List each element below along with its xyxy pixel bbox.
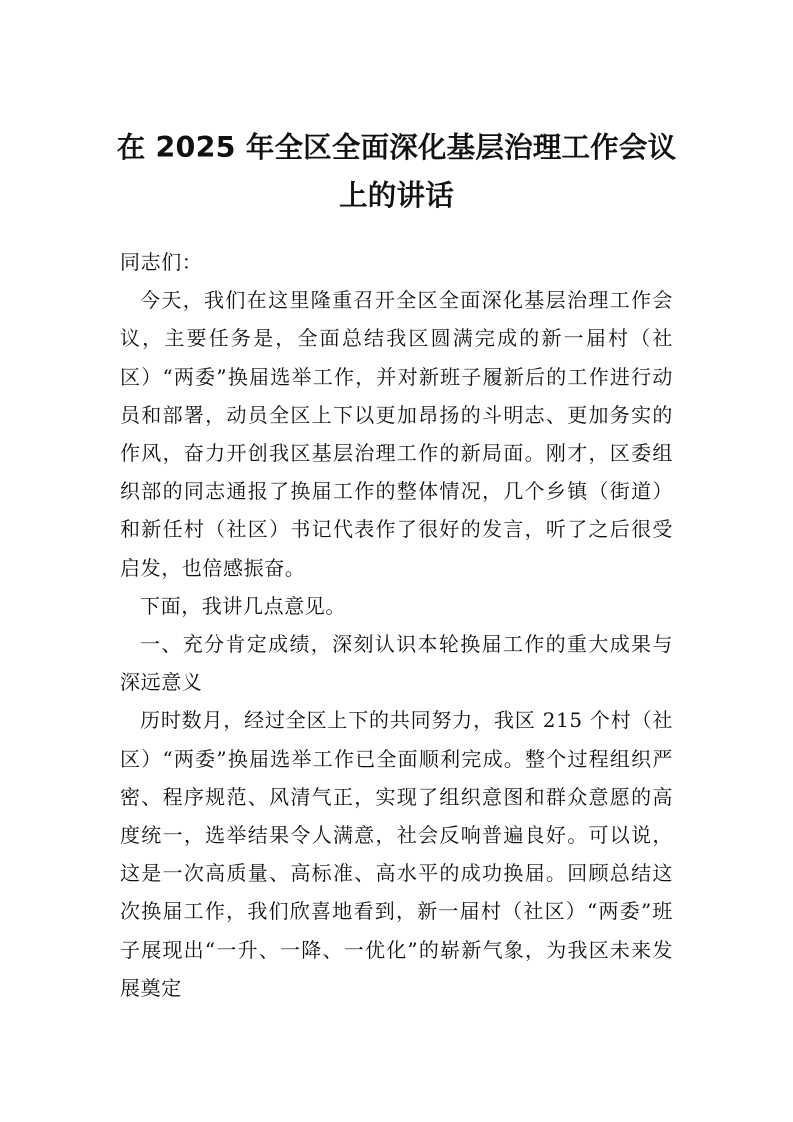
title-line-1: 在 2025 年全区全面深化基层治理工作会议 [116, 131, 677, 164]
document-title [110, 124, 683, 220]
section-heading-1: 一、充分肯定成绩，深刻认识本轮换届工作的重大成果与深远意义 [120, 632, 673, 695]
speech-body [120, 243, 673, 1007]
paragraph-section-1: 历时数月，经过全区上下的共同努力，我区 215 个村（社区）“两委”换届选举工作已全面顺利完成。整个过程组织严密、程序规范、风清气正，实现了组织意图和群众意愿的高度统一，选举结果令人满意，社会反响普遍良好。可以说，这是一次高质量、高标准、高水平的成功换届。回顾总结这次换届工作，我们欣喜地看到，新一届村（社区）“两委”班子展现出“一升、一降、一优化”的崭新气象，为我区未来发展奠定 [120, 708, 673, 1000]
paragraph-opening: 今天，我们在这里隆重召开全区全面深化基层治理工作会议，主要任务是，全面总结我区圆满完成的新一届村（社区）“两委”换届选举工作，并对新班子履新后的工作进行动员和部署，动员全区上下以更加昂扬的斗明志、更加务实的作风，奋力开创我区基层治理工作的新局面。刚才，区委组织部的同志通报了换届工作的整体情况，几个乡镇（街道）和新任村（社区）书记代表作了很好的发言，听了之后很受启发，也倍感振奋。 [120, 288, 673, 580]
paragraph-transition: 下面，我讲几点意见。 [140, 593, 346, 618]
salutation: 同志们： [120, 250, 203, 274]
title-line-2: 上的讲话 [339, 179, 454, 212]
